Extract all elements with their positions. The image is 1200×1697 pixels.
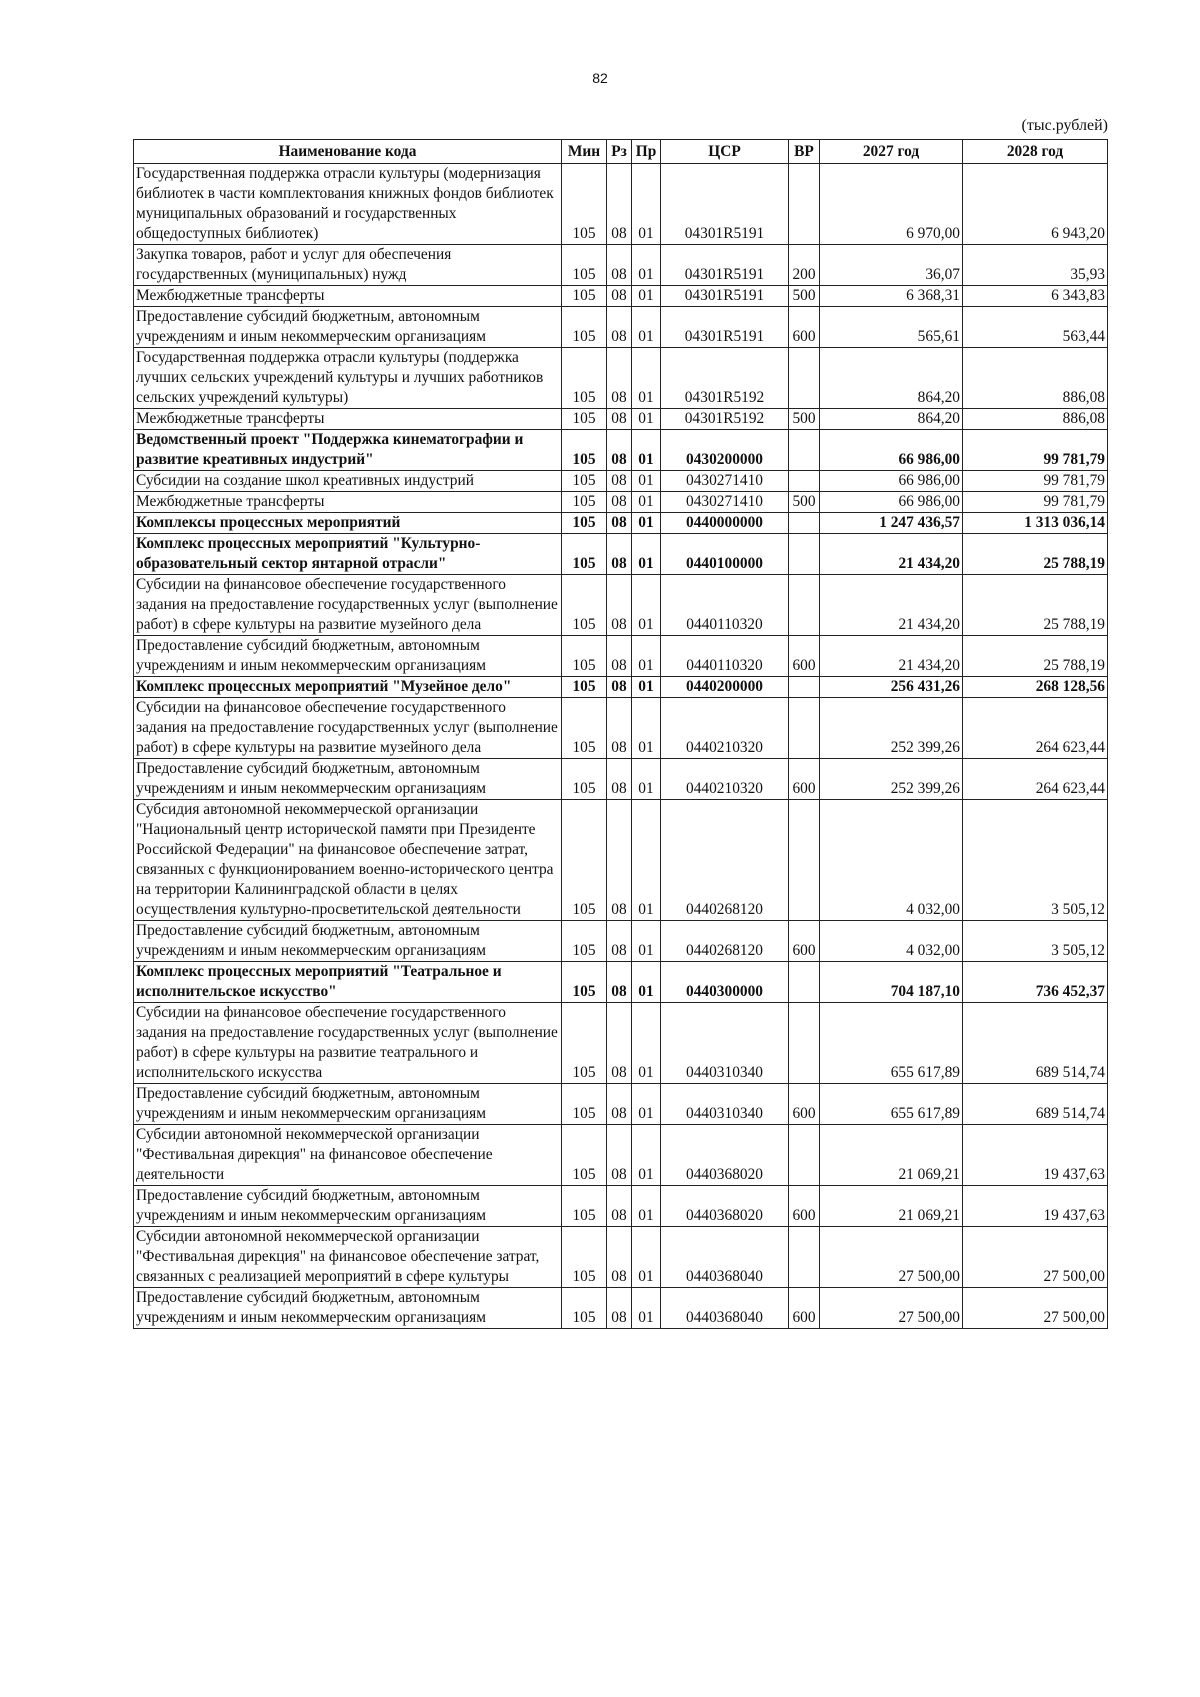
- cell-rz: 08: [607, 1084, 632, 1125]
- cell-csr: 0430200000: [661, 430, 789, 471]
- cell-min: 105: [562, 245, 607, 286]
- cell-pr: 01: [632, 164, 661, 245]
- cell-pr: 01: [632, 471, 661, 492]
- cell-2027: 27 500,00: [820, 1288, 963, 1329]
- table-row: [134, 1186, 1108, 1227]
- cell-min: 105: [562, 1084, 607, 1125]
- cell-rz: 08: [607, 286, 632, 307]
- table-row: [134, 677, 1108, 698]
- cell-pr: 01: [632, 962, 661, 1003]
- cell-vr: [789, 471, 820, 492]
- cell-name: Комплексы процессных мероприятий: [134, 513, 562, 534]
- cell-2027: 655 617,89: [820, 1003, 963, 1084]
- cell-name: Субсидии на создание школ креативных индустрий: [134, 471, 562, 492]
- header-2027: 2027 год: [820, 140, 963, 164]
- cell-2028: 886,08: [963, 409, 1108, 430]
- table-row: [134, 1125, 1108, 1186]
- cell-rz: 08: [607, 636, 632, 677]
- cell-csr: 0440368020: [661, 1125, 789, 1186]
- cell-vr: [789, 1125, 820, 1186]
- header-vr: ВР: [789, 140, 820, 164]
- cell-pr: 01: [632, 800, 661, 921]
- cell-2027: 66 986,00: [820, 430, 963, 471]
- cell-2027: 66 986,00: [820, 471, 963, 492]
- cell-name: Комплекс процессных мероприятий "Музейное дело": [134, 677, 562, 698]
- cell-vr: [789, 800, 820, 921]
- cell-rz: 08: [607, 1227, 632, 1288]
- cell-2028: 1 313 036,14: [963, 513, 1108, 534]
- cell-min: 105: [562, 677, 607, 698]
- cell-2027: 4 032,00: [820, 800, 963, 921]
- cell-min: 105: [562, 1186, 607, 1227]
- cell-min: 105: [562, 1125, 607, 1186]
- cell-min: 105: [562, 759, 607, 800]
- cell-2028: 99 781,79: [963, 430, 1108, 471]
- cell-pr: 01: [632, 286, 661, 307]
- cell-min: 105: [562, 286, 607, 307]
- cell-pr: 01: [632, 513, 661, 534]
- header-rz: Рз: [607, 140, 632, 164]
- cell-pr: 01: [632, 1288, 661, 1329]
- cell-vr: [789, 348, 820, 409]
- table-row: [134, 636, 1108, 677]
- table-header-row: [134, 140, 1108, 164]
- header-min: Мин: [562, 140, 607, 164]
- cell-rz: 08: [607, 921, 632, 962]
- cell-rz: 08: [607, 1288, 632, 1329]
- cell-2027: 6 368,31: [820, 286, 963, 307]
- table-row: [134, 1084, 1108, 1125]
- table-row: [134, 1288, 1108, 1329]
- cell-rz: 08: [607, 409, 632, 430]
- units-label: (тыс.рублей): [1021, 117, 1108, 134]
- table-row: [134, 534, 1108, 575]
- cell-csr: 04301R5191: [661, 286, 789, 307]
- cell-2027: 66 986,00: [820, 492, 963, 513]
- cell-name: Субсидии на финансовое обеспечение государственного задания на предоставление государственных услуг (выполнение работ) в сфере культуры на развитие музейного дела: [134, 575, 562, 636]
- cell-csr: 04301R5191: [661, 245, 789, 286]
- cell-csr: 04301R5192: [661, 409, 789, 430]
- cell-name: Межбюджетные трансферты: [134, 492, 562, 513]
- cell-min: 105: [562, 1288, 607, 1329]
- cell-min: 105: [562, 636, 607, 677]
- cell-2028: 35,93: [963, 245, 1108, 286]
- cell-2028: 99 781,79: [963, 492, 1108, 513]
- cell-rz: 08: [607, 471, 632, 492]
- table-row: [134, 409, 1108, 430]
- cell-min: 105: [562, 348, 607, 409]
- cell-2028: 264 623,44: [963, 698, 1108, 759]
- cell-vr: 500: [789, 409, 820, 430]
- cell-2028: 886,08: [963, 348, 1108, 409]
- cell-min: 105: [562, 534, 607, 575]
- cell-rz: 08: [607, 1186, 632, 1227]
- cell-rz: 08: [607, 1125, 632, 1186]
- cell-rz: 08: [607, 698, 632, 759]
- cell-rz: 08: [607, 575, 632, 636]
- cell-2027: 21 434,20: [820, 636, 963, 677]
- cell-name: Предоставление субсидий бюджетным, автономным учреждениям и иным некоммерческим организациям: [134, 921, 562, 962]
- cell-2027: 21 069,21: [820, 1186, 963, 1227]
- cell-csr: 0440110320: [661, 575, 789, 636]
- cell-name: Межбюджетные трансферты: [134, 286, 562, 307]
- cell-min: 105: [562, 492, 607, 513]
- cell-2027: 21 434,20: [820, 534, 963, 575]
- cell-vr: 600: [789, 1084, 820, 1125]
- cell-rz: 08: [607, 513, 632, 534]
- cell-min: 105: [562, 430, 607, 471]
- cell-2027: 36,07: [820, 245, 963, 286]
- cell-csr: 0440368040: [661, 1288, 789, 1329]
- cell-rz: 08: [607, 492, 632, 513]
- header-csr: ЦСР: [661, 140, 789, 164]
- cell-csr: 0440268120: [661, 921, 789, 962]
- cell-name: Субсидии автономной некоммерческой организации "Фестивальная дирекция" на финансовое обеспечение деятельности: [134, 1125, 562, 1186]
- cell-2028: 268 128,56: [963, 677, 1108, 698]
- budget-table: [133, 139, 1108, 1329]
- cell-2028: 6 943,20: [963, 164, 1108, 245]
- cell-pr: 01: [632, 245, 661, 286]
- cell-name: Субсидии на финансовое обеспечение государственного задания на предоставление государственных услуг (выполнение работ) в сфере культуры на развитие театрального и исполнительского искусства: [134, 1003, 562, 1084]
- cell-csr: 04301R5191: [661, 307, 789, 348]
- table-row: [134, 800, 1108, 921]
- cell-vr: [789, 1003, 820, 1084]
- cell-rz: 08: [607, 245, 632, 286]
- cell-csr: 0440110320: [661, 636, 789, 677]
- cell-2027: 6 970,00: [820, 164, 963, 245]
- table-row: [134, 921, 1108, 962]
- cell-min: 105: [562, 575, 607, 636]
- cell-2027: 27 500,00: [820, 1227, 963, 1288]
- table-row: [134, 759, 1108, 800]
- cell-rz: 08: [607, 677, 632, 698]
- cell-2028: 3 505,12: [963, 800, 1108, 921]
- cell-pr: 01: [632, 575, 661, 636]
- cell-name: Предоставление субсидий бюджетным, автономным учреждениям и иным некоммерческим организациям: [134, 307, 562, 348]
- cell-csr: 0430271410: [661, 471, 789, 492]
- cell-vr: 600: [789, 1186, 820, 1227]
- cell-vr: [789, 513, 820, 534]
- cell-csr: 0440300000: [661, 962, 789, 1003]
- cell-csr: 0440000000: [661, 513, 789, 534]
- cell-2027: 252 399,26: [820, 759, 963, 800]
- table-row: [134, 492, 1108, 513]
- table-row: [134, 245, 1108, 286]
- cell-name: Субсидии на финансовое обеспечение государственного задания на предоставление государственных услуг (выполнение работ) в сфере культуры на развитие музейного дела: [134, 698, 562, 759]
- cell-rz: 08: [607, 759, 632, 800]
- cell-min: 105: [562, 962, 607, 1003]
- table-row: [134, 471, 1108, 492]
- cell-vr: [789, 698, 820, 759]
- table-row: [134, 348, 1108, 409]
- cell-2028: 99 781,79: [963, 471, 1108, 492]
- table-row: [134, 164, 1108, 245]
- cell-vr: [789, 430, 820, 471]
- cell-pr: 01: [632, 348, 661, 409]
- cell-2028: 689 514,74: [963, 1003, 1108, 1084]
- cell-2028: 25 788,19: [963, 636, 1108, 677]
- cell-vr: [789, 575, 820, 636]
- cell-min: 105: [562, 409, 607, 430]
- cell-2027: 655 617,89: [820, 1084, 963, 1125]
- cell-pr: 01: [632, 759, 661, 800]
- table-row: [134, 962, 1108, 1003]
- cell-rz: 08: [607, 430, 632, 471]
- cell-name: Предоставление субсидий бюджетным, автономным учреждениям и иным некоммерческим организациям: [134, 1084, 562, 1125]
- cell-2027: 256 431,26: [820, 677, 963, 698]
- cell-rz: 08: [607, 307, 632, 348]
- cell-pr: 01: [632, 492, 661, 513]
- cell-vr: [789, 962, 820, 1003]
- cell-pr: 01: [632, 430, 661, 471]
- cell-rz: 08: [607, 348, 632, 409]
- cell-name: Предоставление субсидий бюджетным, автономным учреждениям и иным некоммерческим организациям: [134, 759, 562, 800]
- table-row: [134, 307, 1108, 348]
- cell-pr: 01: [632, 1227, 661, 1288]
- cell-csr: 0440368040: [661, 1227, 789, 1288]
- cell-vr: [789, 164, 820, 245]
- cell-min: 105: [562, 1003, 607, 1084]
- header-pr: Пр: [632, 140, 661, 164]
- cell-csr: 04301R5192: [661, 348, 789, 409]
- cell-name: Субсидии автономной некоммерческой организации "Фестивальная дирекция" на финансовое обеспечение затрат, связанных с реализацией мероприятий в сфере культуры: [134, 1227, 562, 1288]
- cell-csr: 0440268120: [661, 800, 789, 921]
- cell-pr: 01: [632, 677, 661, 698]
- cell-rz: 08: [607, 962, 632, 1003]
- cell-vr: [789, 677, 820, 698]
- cell-2028: 27 500,00: [963, 1227, 1108, 1288]
- cell-csr: 0440310340: [661, 1084, 789, 1125]
- table-row: [134, 513, 1108, 534]
- cell-2028: 3 505,12: [963, 921, 1108, 962]
- cell-csr: 0440210320: [661, 759, 789, 800]
- cell-2028: 25 788,19: [963, 575, 1108, 636]
- cell-2028: 736 452,37: [963, 962, 1108, 1003]
- cell-rz: 08: [607, 1003, 632, 1084]
- cell-min: 105: [562, 800, 607, 921]
- cell-2028: 19 437,63: [963, 1125, 1108, 1186]
- table-row: [134, 698, 1108, 759]
- cell-name: Предоставление субсидий бюджетным, автономным учреждениям и иным некоммерческим организациям: [134, 1186, 562, 1227]
- cell-pr: 01: [632, 1003, 661, 1084]
- cell-pr: 01: [632, 307, 661, 348]
- cell-2027: 704 187,10: [820, 962, 963, 1003]
- cell-name: Комплекс процессных мероприятий "Театральное и исполнительское искусство": [134, 962, 562, 1003]
- cell-rz: 08: [607, 800, 632, 921]
- cell-vr: 200: [789, 245, 820, 286]
- cell-name: Государственная поддержка отрасли культуры (модернизация библиотек в части комплектования книжных фондов библиотек муниципальных образований и государственных общедоступных библиотек): [134, 164, 562, 245]
- table-body: [134, 164, 1108, 1329]
- cell-vr: 600: [789, 921, 820, 962]
- cell-vr: 600: [789, 759, 820, 800]
- table-row: [134, 286, 1108, 307]
- cell-csr: 0440210320: [661, 698, 789, 759]
- cell-csr: 0440368020: [661, 1186, 789, 1227]
- cell-rz: 08: [607, 164, 632, 245]
- table-row: [134, 1227, 1108, 1288]
- cell-vr: [789, 534, 820, 575]
- cell-2028: 19 437,63: [963, 1186, 1108, 1227]
- cell-name: Субсидия автономной некоммерческой организации "Национальный центр исторической памяти при Президенте Российской Федерации" на финансовое обеспечение затрат, связанных с функционированием военно-исторического центра на территории Калининградской области в целях осуществления культурно-просветительской деятельности: [134, 800, 562, 921]
- cell-2027: 565,61: [820, 307, 963, 348]
- cell-2027: 4 032,00: [820, 921, 963, 962]
- cell-2028: 264 623,44: [963, 759, 1108, 800]
- cell-name: Предоставление субсидий бюджетным, автономным учреждениям и иным некоммерческим организациям: [134, 1288, 562, 1329]
- cell-min: 105: [562, 921, 607, 962]
- cell-name: Комплекс процессных мероприятий "Культурно-образовательный сектор янтарной отрасли": [134, 534, 562, 575]
- cell-vr: 500: [789, 492, 820, 513]
- cell-min: 105: [562, 164, 607, 245]
- cell-2027: 252 399,26: [820, 698, 963, 759]
- table-row: [134, 430, 1108, 471]
- cell-2028: 6 343,83: [963, 286, 1108, 307]
- cell-name: Межбюджетные трансферты: [134, 409, 562, 430]
- cell-pr: 01: [632, 409, 661, 430]
- cell-vr: 500: [789, 286, 820, 307]
- cell-2027: 1 247 436,57: [820, 513, 963, 534]
- cell-min: 105: [562, 307, 607, 348]
- cell-2028: 563,44: [963, 307, 1108, 348]
- cell-csr: 0440100000: [661, 534, 789, 575]
- cell-vr: 600: [789, 1288, 820, 1329]
- cell-2028: 689 514,74: [963, 1084, 1108, 1125]
- cell-vr: 600: [789, 636, 820, 677]
- cell-2027: 864,20: [820, 348, 963, 409]
- cell-csr: 0440200000: [661, 677, 789, 698]
- page-number: 82: [592, 70, 608, 86]
- header-2028: 2028 год: [963, 140, 1108, 164]
- cell-pr: 01: [632, 1186, 661, 1227]
- cell-name: Закупка товаров, работ и услуг для обеспечения государственных (муниципальных) нужд: [134, 245, 562, 286]
- table-row: [134, 1003, 1108, 1084]
- cell-2027: 864,20: [820, 409, 963, 430]
- cell-csr: 04301R5191: [661, 164, 789, 245]
- cell-vr: [789, 1227, 820, 1288]
- cell-csr: 0440310340: [661, 1003, 789, 1084]
- cell-min: 105: [562, 1227, 607, 1288]
- cell-2027: 21 434,20: [820, 575, 963, 636]
- cell-pr: 01: [632, 698, 661, 759]
- cell-min: 105: [562, 471, 607, 492]
- cell-2028: 27 500,00: [963, 1288, 1108, 1329]
- cell-name: Предоставление субсидий бюджетным, автономным учреждениям и иным некоммерческим организациям: [134, 636, 562, 677]
- header-name: Наименование кода: [134, 140, 562, 164]
- cell-pr: 01: [632, 636, 661, 677]
- cell-csr: 0430271410: [661, 492, 789, 513]
- cell-pr: 01: [632, 1125, 661, 1186]
- cell-rz: 08: [607, 534, 632, 575]
- cell-2027: 21 069,21: [820, 1125, 963, 1186]
- cell-min: 105: [562, 513, 607, 534]
- table-row: [134, 575, 1108, 636]
- cell-name: Государственная поддержка отрасли культуры (поддержка лучших сельских учреждений культуры и лучших работников сельских учреждений культуры): [134, 348, 562, 409]
- cell-pr: 01: [632, 1084, 661, 1125]
- cell-pr: 01: [632, 921, 661, 962]
- cell-2028: 25 788,19: [963, 534, 1108, 575]
- cell-pr: 01: [632, 534, 661, 575]
- cell-name: Ведомственный проект "Поддержка кинематографии и развитие креативных индустрий": [134, 430, 562, 471]
- cell-min: 105: [562, 698, 607, 759]
- cell-vr: 600: [789, 307, 820, 348]
